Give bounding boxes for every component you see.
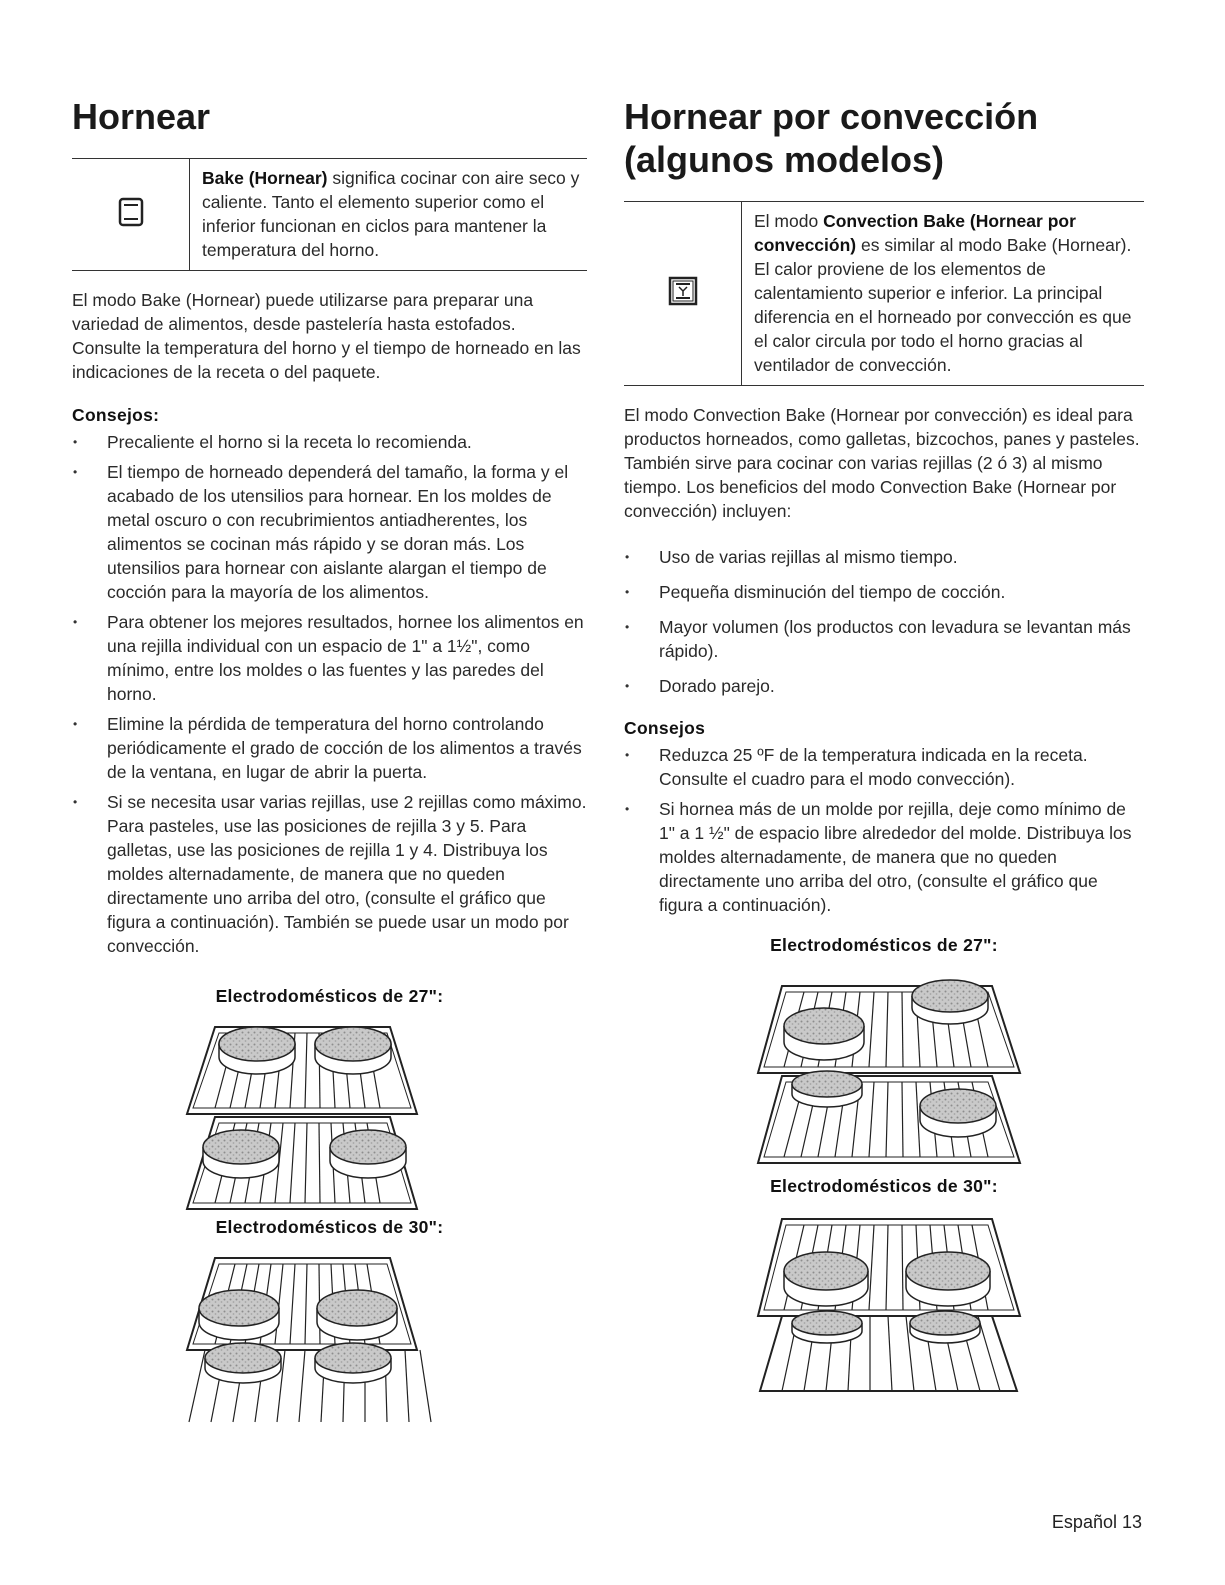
bake-tips-list <box>72 430 587 958</box>
figure-label-27: Electrodomésticos de 27": <box>770 935 998 955</box>
bake-tips-heading: Consejos: <box>72 405 160 425</box>
left-column <box>72 95 587 1425</box>
list-item: • Si se necesita usar varias rejillas, use 2 rejillas como máximo. Para pasteles, use las posiciones de rejilla 3 y 5. Para galletas, use las posiciones de rejilla 1 y 4. Distribuya los moldes alternadamente, de manera que no queden directamente uno arriba del otro, (consulte el gráfico que figura a continuación). También se puede usar un modo por convección. <box>72 790 587 958</box>
convection-tips-heading: Consejos <box>624 718 706 738</box>
list-item: • Para obtener los mejores resultados, hornee los alimentos en una rejilla individual con un espacio de 1" a 1½", como mínimo, entre los moldes o las fuentes y las paredes del horno. <box>72 610 587 706</box>
rack-illustration-27 <box>752 978 1052 1168</box>
list-item: • Uso de varias rejillas al mismo tiempo. <box>624 545 1144 569</box>
convection-benefits-list <box>624 545 1144 698</box>
bake-mode-text: significa cocinar con aire seco y caliente. Tanto el elemento superior como el inferior funcionan en ciclos para mantener la temperatura del horno. <box>202 168 580 260</box>
convection-title-line2: (algunos modelos) <box>624 139 945 180</box>
rack-illustration-27 <box>175 1019 455 1219</box>
figure-label-30: Electrodomésticos de 30": <box>215 1217 444 1237</box>
figure-label-30: Electrodomésticos de 30": <box>770 1176 998 1196</box>
convection-title-line1: Hornear por convección <box>624 96 1039 137</box>
list-item: • El tiempo de horneado dependerá del tamaño, la forma y el acabado de los utensilios para hornear. En los moldes de metal oscuro o con recubrimientos antiadherentes, los alimentos se cocinan más rápido y se doran más. Los utensilios para hornear con aislante alargan el tiempo de cocción para la mayoría de los alimentos. <box>72 460 587 604</box>
right-column <box>624 95 1144 1401</box>
figure-label-27: Electrodomésticos de 27": <box>215 986 444 1006</box>
list-item: • Elimine la pérdida de temperatura del horno controlando periódicamente el grado de cocción de los alimentos a través de la ventana, en lugar de abrir la puerta. <box>72 712 587 784</box>
list-item: • Reduzca 25 ºF de la temperatura indicada en la receta. Consulte el cuadro para el modo convección). <box>624 743 1144 791</box>
page-number: Español 13 <box>1051 1512 1142 1532</box>
bake-icon-cell <box>72 159 190 270</box>
rack-illustration-30 <box>175 1250 455 1425</box>
list-item: • Si hornea más de un molde por rejilla, deje como mínimo de 1" a 1 ½" de espacio libre alrededor del molde. Distribuya los moldes alternadamente, de manera que no queden directamente uno arriba del otro, (consulte el gráfico que figura a continuación). <box>624 797 1144 917</box>
list-item: • Mayor volumen (los productos con levadura se levantan más rápido). <box>624 615 1144 663</box>
convection-tips-list <box>624 743 1144 917</box>
convection-mode-text: es similar al modo Bake (Hornear). El calor proviene de los elementos de calentamiento superior e inferior. La principal diferencia en el horneado por convección es que el calor circula por todo el horno gracias al ventilador de convección. <box>754 235 1132 375</box>
convection-mode-pre: El modo <box>754 211 824 231</box>
convection-intro: El modo Convection Bake (Hornear por convección) es ideal para productos horneados, como galletas, bizcochos, panes y pasteles. También sirve para cocinar con varias rejillas (2 ó 3) al mismo tiempo. Los beneficios del modo Convection Bake (Hornear por convección) incluyen: <box>624 405 1140 521</box>
bake-mode-name: Bake (Hornear) <box>202 168 328 188</box>
rack-illustration-30 <box>752 1211 1052 1401</box>
convection-mode-box <box>624 201 1144 386</box>
convection-description <box>742 202 1144 385</box>
convection-icon-cell <box>624 202 742 385</box>
section-title-convection <box>624 95 1144 181</box>
bake-mode-box <box>72 158 587 271</box>
bake-intro: El modo Bake (Hornear) puede utilizarse para preparar una variedad de alimentos, desde pastelería hasta estofados. Consulte la temperatura del horno y el tiempo de horneado en las indicaciones de la receta o del paquete. <box>72 290 581 382</box>
bake-icon <box>118 197 144 232</box>
list-item: • Dorado parejo. <box>624 674 1144 698</box>
section-title-bake: Hornear <box>72 96 211 137</box>
list-item: • Pequeña disminución del tiempo de cocción. <box>624 580 1144 604</box>
list-item: • Precaliente el horno si la receta lo recomienda. <box>72 430 587 454</box>
convection-mode-name: Convection Bake (Hornear por convección) <box>754 211 1076 255</box>
bake-description <box>190 159 587 270</box>
convection-bake-icon <box>668 276 698 311</box>
